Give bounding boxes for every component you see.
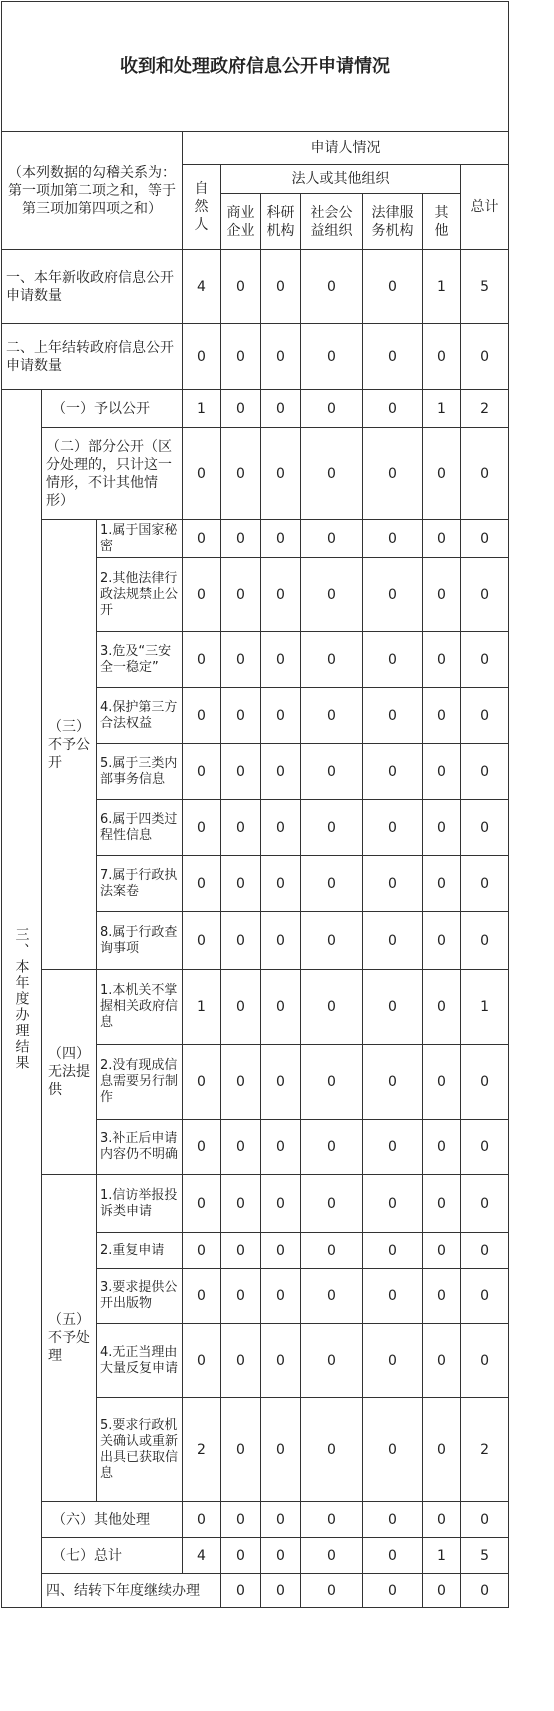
cell: 0 [301,800,363,856]
row-label: （七）总计 [42,1538,183,1574]
cell: 0 [221,970,261,1045]
cell: 0 [301,558,363,632]
cell: 0 [301,688,363,744]
row-label: 6.属于四类过程性信息 [97,800,183,856]
cell: 0 [221,1398,261,1502]
cell: 0 [301,912,363,970]
row-label: （六）其他处理 [42,1502,183,1538]
cell: 0 [363,324,423,390]
row-label: 1.信访举报投诉类申请 [97,1175,183,1233]
row-label: 一、本年新收政府信息公开申请数量 [2,250,183,324]
table-row [2,520,509,558]
cell: 0 [183,632,221,688]
cell: 0 [261,1175,301,1233]
cell: 0 [261,1398,301,1502]
cell: 0 [221,632,261,688]
cell: 0 [363,1502,423,1538]
cell: 0 [301,1269,363,1324]
cell: 0 [423,1045,461,1120]
cell: 0 [301,1324,363,1398]
cell: 0 [221,1574,261,1608]
cell: 0 [423,428,461,520]
cell: 0 [461,1502,509,1538]
cell: 0 [461,1324,509,1398]
cell: 0 [461,744,509,800]
header-total: 总计 [461,165,509,250]
table-row [2,970,509,1045]
cell: 0 [221,558,261,632]
row-label: （二）部分公开（区分处理的，只计这一情形，不计其他情形） [42,428,183,520]
cell: 1 [423,1538,461,1574]
cell: 0 [261,688,301,744]
cell: 0 [363,800,423,856]
cell: 0 [363,1269,423,1324]
header-applicant: 申请人情况 [183,132,509,165]
row-label: 3.危及“三安全一稳定” [97,632,183,688]
cell: 0 [461,520,509,558]
cell: 1 [183,390,221,428]
cell: 0 [301,428,363,520]
cell: 0 [363,1233,423,1269]
cell: 0 [221,1175,261,1233]
cell: 0 [301,1502,363,1538]
cell: 0 [183,856,221,912]
table-row [2,390,509,428]
cell: 0 [183,1045,221,1120]
cell: 0 [363,1538,423,1574]
cell: 0 [221,744,261,800]
cell: 0 [221,324,261,390]
table-row [2,324,509,390]
cell: 0 [423,800,461,856]
cell: 0 [221,856,261,912]
row-label: 8.属于行政查询事项 [97,912,183,970]
table-row [2,250,509,324]
cell: 0 [461,428,509,520]
cell: 0 [301,1045,363,1120]
cell: 0 [301,520,363,558]
cell: 0 [461,1233,509,1269]
header-col-other: 其他 [423,194,461,250]
cell: 0 [363,558,423,632]
header-col-public-welfare: 社会公益组织 [301,194,363,250]
cell: 0 [423,1120,461,1175]
cell: 0 [363,520,423,558]
cell: 0 [261,324,301,390]
row-label: 5.属于三类内部事务信息 [97,744,183,800]
cell: 0 [301,324,363,390]
cell: 0 [363,1045,423,1120]
header-note: （本列数据的勾稽关系为：第一项加第二项之和，等于第三项加第四项之和） [2,132,183,250]
cell: 0 [461,800,509,856]
cell: 2 [461,1398,509,1502]
cell: 0 [461,1574,509,1608]
header-col-research: 科研机构 [261,194,301,250]
cell: 0 [183,1502,221,1538]
cell: 0 [423,970,461,1045]
cell: 0 [423,632,461,688]
cell: 0 [261,250,301,324]
cell: 0 [423,744,461,800]
cell: 0 [261,1233,301,1269]
group4-label: （四）无法提供 [42,970,97,1175]
header-legal-group: 法人或其他组织 [221,165,461,194]
cell: 0 [301,1175,363,1233]
cell: 0 [423,558,461,632]
cell: 1 [423,390,461,428]
cell: 0 [183,912,221,970]
cell: 0 [301,744,363,800]
cell: 0 [221,1538,261,1574]
table-row [2,428,509,520]
cell: 0 [183,1269,221,1324]
cell: 4 [183,1538,221,1574]
cell: 0 [301,1398,363,1502]
cell: 0 [461,1269,509,1324]
cell: 0 [221,1269,261,1324]
cell: 0 [261,632,301,688]
cell: 0 [221,390,261,428]
cell: 0 [183,800,221,856]
cell: 0 [423,1175,461,1233]
cell: 0 [183,428,221,520]
cell: 0 [301,1574,363,1608]
cell: 0 [221,1120,261,1175]
cell: 0 [261,1538,301,1574]
row-label: 2.其他法律行政法规禁止公开 [97,558,183,632]
cell: 0 [363,1120,423,1175]
row-label: 4.保护第三方合法权益 [97,688,183,744]
table-title: 收到和处理政府信息公开申请情况 [2,2,509,132]
cell: 0 [301,970,363,1045]
cell: 0 [261,1574,301,1608]
cell: 0 [461,632,509,688]
cell: 0 [363,1324,423,1398]
header-col-business: 商业企业 [221,194,261,250]
cell: 0 [301,250,363,324]
cell: 0 [363,1175,423,1233]
row-label: 4.无正当理由大量反复申请 [97,1324,183,1398]
cell: 0 [461,688,509,744]
cell: 0 [183,1233,221,1269]
cell: 0 [423,1269,461,1324]
cell: 0 [423,856,461,912]
cell: 0 [301,856,363,912]
table-row [2,1175,509,1233]
row-label: 2.重复申请 [97,1233,183,1269]
cell: 0 [221,800,261,856]
cell: 0 [461,912,509,970]
cell: 0 [363,970,423,1045]
cell: 1 [461,970,509,1045]
cell: 2 [183,1398,221,1502]
row-label: 1.属于国家秘密 [97,520,183,558]
cell: 0 [221,520,261,558]
cell: 0 [363,688,423,744]
group5-label: （五）不予处理 [42,1175,97,1502]
table-row [2,1538,509,1574]
cell: 0 [261,1269,301,1324]
cell: 0 [301,1120,363,1175]
cell: 0 [301,390,363,428]
cell: 0 [423,688,461,744]
cell: 5 [461,250,509,324]
group3-label: （三）不予公开 [42,520,97,970]
row-label: 7.属于行政执法案卷 [97,856,183,912]
row-label: 二、上年结转政府信息公开申请数量 [2,324,183,390]
cell: 0 [363,912,423,970]
cell: 0 [423,1233,461,1269]
cell: 0 [301,1233,363,1269]
row-label: 5.要求行政机关确认或重新出具已获取信息 [97,1398,183,1502]
cell: 0 [423,1324,461,1398]
cell: 0 [183,558,221,632]
cell: 0 [221,912,261,970]
row-label: （一）予以公开 [42,390,183,428]
cell: 1 [183,970,221,1045]
cell: 0 [261,428,301,520]
row-label: 3.要求提供公开出版物 [97,1269,183,1324]
cell: 0 [221,250,261,324]
cell: 0 [221,428,261,520]
cell: 0 [461,324,509,390]
cell: 0 [261,800,301,856]
cell: 0 [183,1324,221,1398]
cell: 0 [261,856,301,912]
cell: 0 [261,912,301,970]
row-label: 3.补正后申请内容仍不明确 [97,1120,183,1175]
cell: 0 [423,1502,461,1538]
row-label: 1.本机关不掌握相关政府信息 [97,970,183,1045]
cell: 0 [183,1120,221,1175]
cell: 0 [183,324,221,390]
row-label: 四、结转下年度继续办理 [42,1574,221,1608]
cell: 0 [461,1045,509,1120]
cell: 0 [221,1233,261,1269]
cell: 1 [423,250,461,324]
cell: 0 [461,1175,509,1233]
cell: 0 [261,1502,301,1538]
application-stats-table [1,1,509,1608]
cell: 0 [363,1574,423,1608]
cell: 0 [301,632,363,688]
cell: 0 [301,1538,363,1574]
cell: 0 [461,1120,509,1175]
cell: 0 [363,744,423,800]
cell: 0 [183,744,221,800]
cell: 0 [261,558,301,632]
cell: 0 [423,1574,461,1608]
cell: 0 [221,1502,261,1538]
cell: 0 [261,1324,301,1398]
cell: 0 [221,1324,261,1398]
cell: 0 [261,1120,301,1175]
cell: 0 [423,1398,461,1502]
cell: 0 [363,632,423,688]
cell: 0 [261,970,301,1045]
cell: 0 [423,912,461,970]
cell: 0 [261,1045,301,1120]
cell: 0 [363,1398,423,1502]
cell: 0 [363,390,423,428]
cell: 0 [363,856,423,912]
cell: 4 [183,250,221,324]
cell: 0 [221,688,261,744]
cell: 0 [183,1175,221,1233]
cell: 0 [363,428,423,520]
cell: 0 [183,520,221,558]
cell: 0 [461,856,509,912]
cell: 0 [423,324,461,390]
cell: 0 [261,520,301,558]
cell: 2 [461,390,509,428]
section3-label: 三、本年度办理结果 [2,390,42,1608]
table-row [2,1502,509,1538]
header-natural-person: 自然人 [183,165,221,250]
cell: 0 [461,558,509,632]
table-row [2,1574,509,1608]
cell: 0 [363,250,423,324]
cell: 0 [261,390,301,428]
row-label: 2.没有现成信息需要另行制作 [97,1045,183,1120]
cell: 0 [221,1045,261,1120]
cell: 5 [461,1538,509,1574]
cell: 0 [423,520,461,558]
cell: 0 [183,688,221,744]
cell: 0 [261,744,301,800]
header-col-legal-service: 法律服务机构 [363,194,423,250]
